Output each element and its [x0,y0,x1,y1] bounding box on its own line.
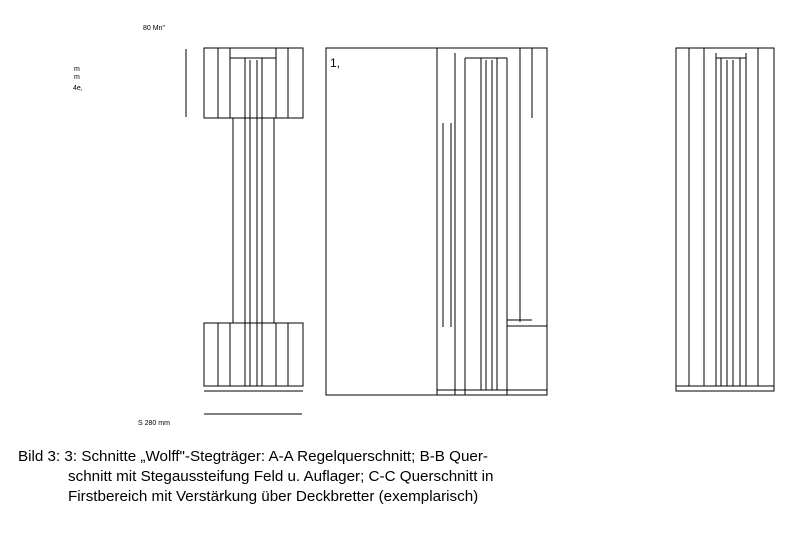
side-mark-label: m [74,74,80,81]
side-mark-label: m [74,66,80,73]
side-mark-label: 4e, [73,85,83,92]
caption-line: schnitt mit Stegaussteifung Feld u. Auflager; C-C Querschnitt in [68,468,494,485]
caption-line: Firstbereich mit Verstärkung über Deckbretter (exemplarisch) [68,488,479,505]
section-c-c [676,48,774,391]
figure-caption [18,447,493,507]
caption-line: Bild 3: 3: Schnitte „Wolff"-Stegträger: A-A Regelquerschnitt; B-B Quer- [18,448,488,465]
section-b-b [326,48,547,395]
section-c-outline [676,48,774,391]
section-mark-label: 1, [330,56,341,70]
bottom-dimension-label: S 280 mm [138,420,170,427]
top-dimension-label: 80 Mn" [143,25,165,32]
section-a-a [186,48,303,414]
